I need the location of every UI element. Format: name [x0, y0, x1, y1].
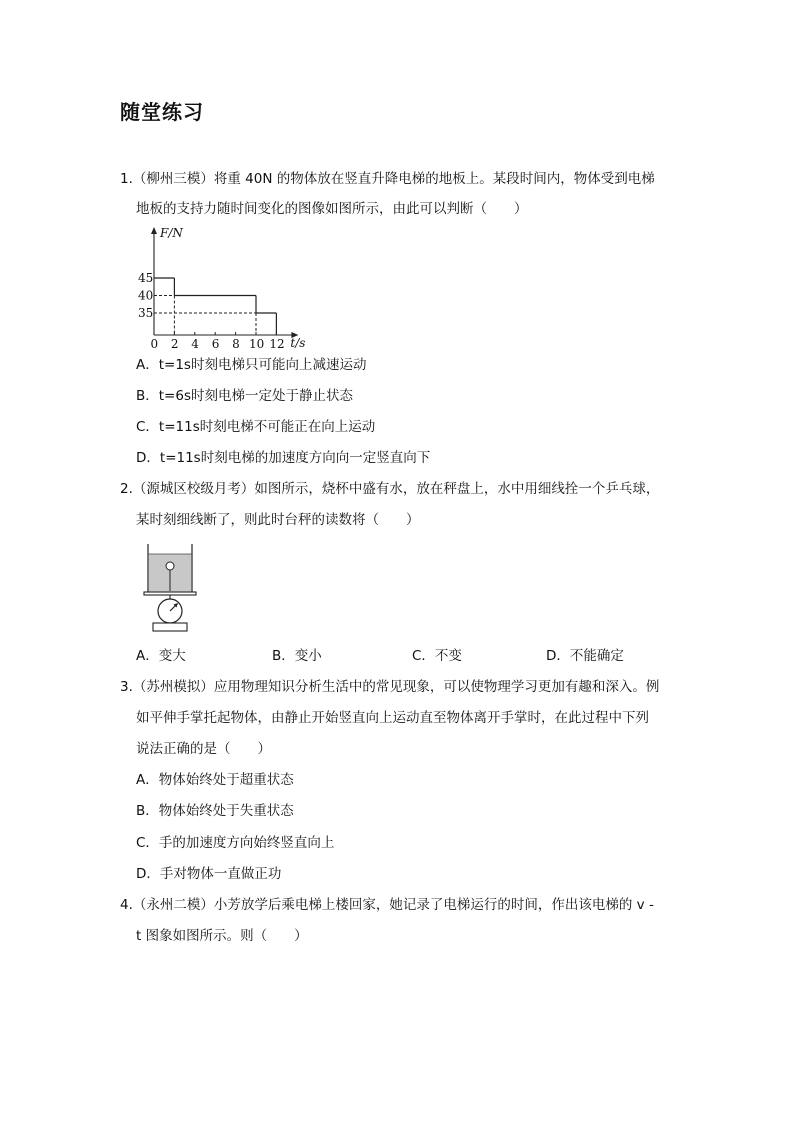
ping-pong-ball: [166, 562, 174, 570]
q2-line-1: 2.（源城区校级月考）如图所示，烧杯中盛有水，放在秤盘上，水中用细线拴一个乒乓球，: [120, 481, 660, 497]
beaker-on-scale-figure: [140, 542, 210, 634]
y-tick-label: 40: [138, 288, 154, 303]
y-axis-arrow: [151, 227, 157, 234]
x-tick-label: 8: [232, 337, 240, 349]
scale-pan: [144, 592, 196, 595]
q3-option-d: D．手对物体一直做正功: [136, 866, 282, 882]
q4-line-2: t 图象如图所示。则（ ）: [136, 928, 308, 944]
q1-option-b: B．t=6s时刻电梯一定处于静止状态: [136, 388, 353, 404]
q2-option-c: C．不变: [412, 648, 462, 664]
q4-line-1: 4.（永州二模）小芳放学后乘电梯上楼回家，她记录了电梯运行的时间，作出该电梯的 v -: [120, 897, 654, 913]
x-tick-label: 6: [211, 337, 220, 349]
x-tick-label: 2: [170, 337, 179, 349]
q1-option-a: A．t=1s时刻电梯只可能向上减速运动: [136, 357, 367, 373]
q1-line-2: 地板的支持力随时间变化的图像如图所示，由此可以判断（ ）: [136, 201, 528, 217]
x-tick-label: 4: [191, 337, 199, 349]
q2-line-2: 某时刻细线断了，则此时台秤的读数将（ ）: [136, 512, 420, 528]
x-axis-label: t/s: [290, 336, 306, 349]
x-tick-label: 0: [150, 337, 159, 349]
x-tick-label: 12: [269, 337, 285, 349]
force-time-graph: [138, 225, 318, 349]
q2-option-a: A．变大: [136, 648, 186, 664]
q3-line-2: 如平伸手掌托起物体，由静止开始竖直向上运动直至物体离开手掌时，在此过程中下列: [136, 710, 649, 726]
y-axis-label: F/N: [160, 226, 183, 240]
scale-base: [153, 623, 187, 631]
q2-option-b: B．变小: [272, 648, 322, 664]
q3-option-a: A．物体始终处于超重状态: [136, 772, 294, 788]
q1-option-d: D．t=11s时刻电梯的加速度方向向一定竖直向下: [136, 450, 431, 466]
y-tick-label: 35: [138, 306, 154, 320]
x-tick-label: 10: [249, 337, 265, 349]
q3-option-c: C．手的加速度方向始终竖直向上: [136, 835, 335, 851]
q3-option-b: B．物体始终处于失重状态: [136, 803, 294, 819]
q3-line-3: 说法正确的是（ ）: [136, 741, 271, 757]
q3-line-1: 3.（苏州模拟）应用物理知识分析生活中的常见现象，可以使物理学习更加有趣和深入。例: [120, 679, 660, 695]
q1-line-1: 1.（柳州三模）将重 40N 的物体放在竖直升降电梯的地板上。某段时间内，物体受到电梯: [120, 171, 655, 187]
q2-option-d: D．不能确定: [546, 648, 624, 664]
y-tick-label: 45: [138, 271, 154, 285]
page-title: 随堂练习: [120, 100, 204, 124]
q1-option-c: C．t=11s时刻电梯不可能正在向上运动: [136, 419, 376, 435]
